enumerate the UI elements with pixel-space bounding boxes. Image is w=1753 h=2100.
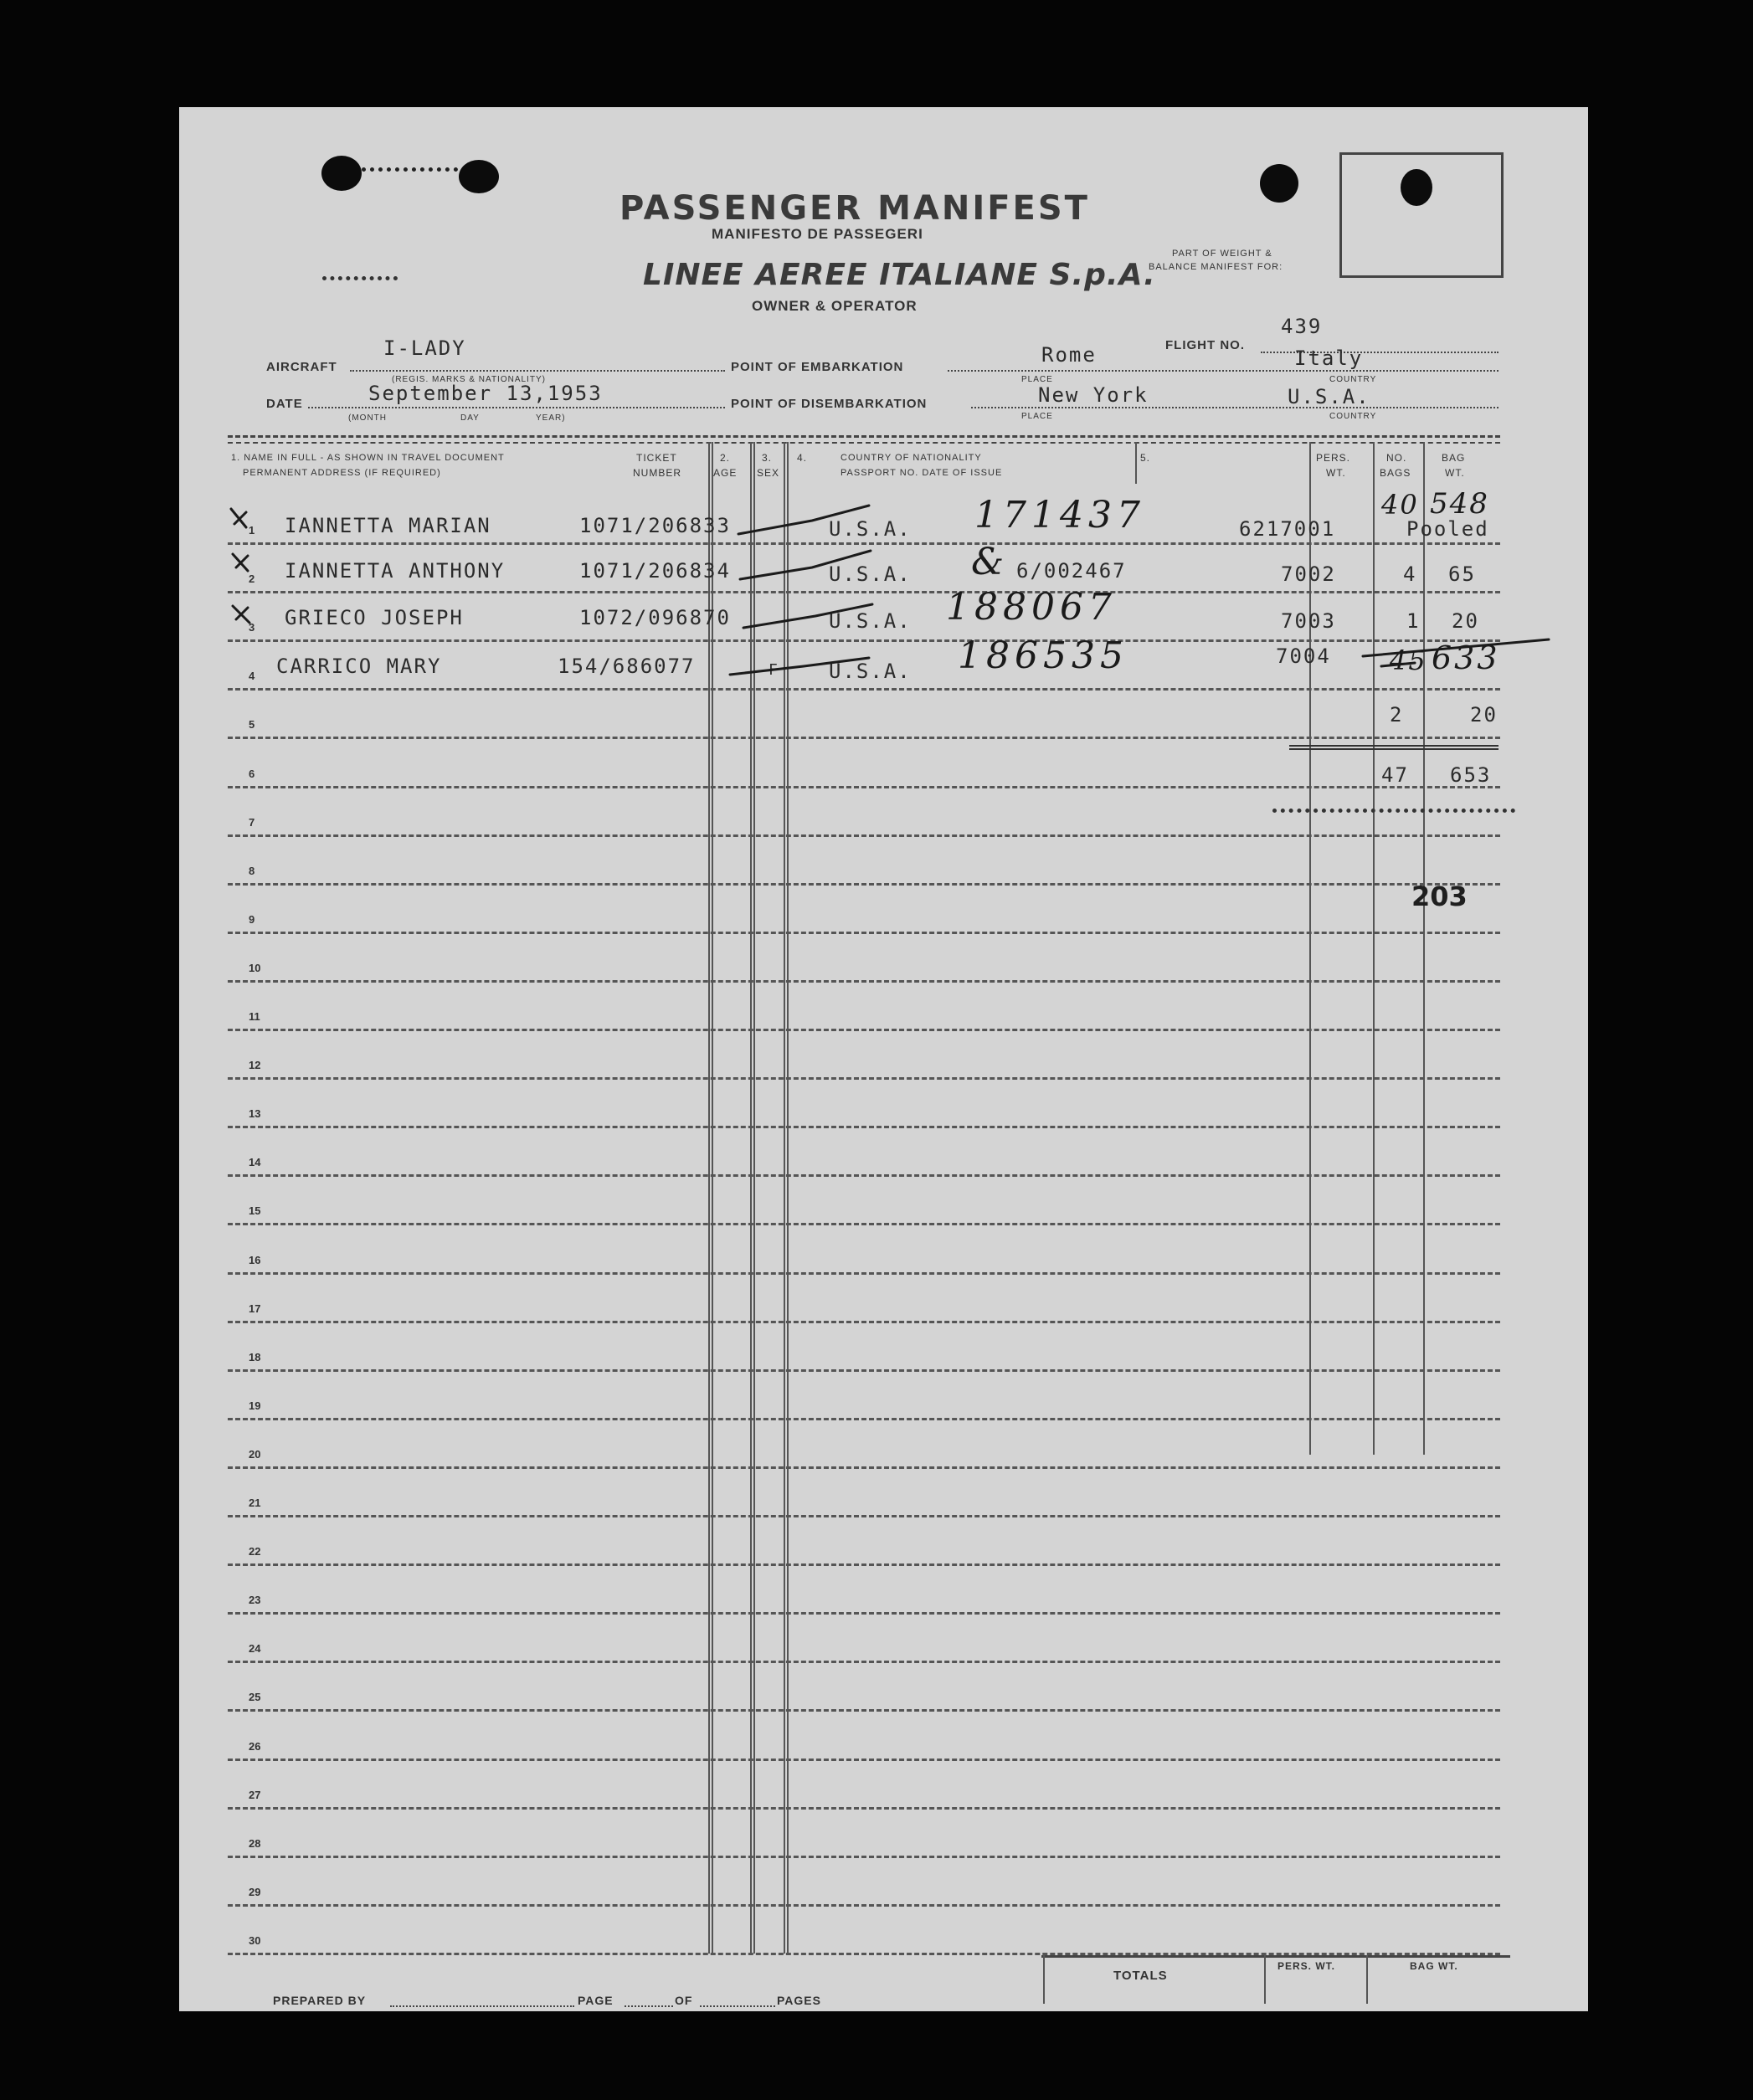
row-rule: [228, 1661, 1500, 1663]
check-mark: [231, 509, 246, 527]
page-label: PAGE: [578, 1994, 614, 2007]
row-number: 8: [249, 865, 255, 877]
col-sex-header-1: 3.: [762, 452, 773, 464]
row-rule: [228, 1515, 1500, 1517]
col-bags-header-1: NO.: [1386, 452, 1407, 464]
passenger-3-name: GRIECO JOSEPH: [285, 606, 464, 629]
passenger-2-nationality: U.S.A.: [829, 562, 912, 586]
col-name-header-2: PERMANENT ADDRESS (IF REQUIRED): [243, 468, 441, 478]
manifest-title: PASSENGER MANIFEST: [619, 189, 1090, 228]
passenger-1-ticket: 1071/206833: [579, 514, 731, 537]
date-value: September 13,1953: [368, 382, 603, 405]
owner-label: OWNER & OPERATOR: [752, 298, 918, 314]
disembark-place: New York: [1038, 383, 1149, 407]
passenger-1-bags: 40: [1381, 489, 1419, 521]
disembark-country-label: COUNTRY: [1329, 412, 1377, 421]
row-rule: [228, 932, 1500, 934]
row-number: 10: [249, 962, 261, 974]
row-rule: [228, 1856, 1500, 1858]
row-rule: [228, 1759, 1500, 1761]
row-rule: [228, 1709, 1500, 1712]
regis-note: (REGIS. MARKS & NATIONALITY): [392, 375, 546, 384]
passenger-1-passport: 171437: [974, 494, 1145, 537]
punch-mark: [362, 167, 458, 172]
extra-row-bags: 2: [1390, 703, 1404, 727]
row-number: 29: [249, 1886, 261, 1898]
row-number: 9: [249, 913, 255, 926]
passenger-3-bags: 1: [1406, 609, 1421, 633]
subtotal-rule: [1289, 745, 1499, 750]
row-number: 21: [249, 1497, 261, 1509]
row-number: 23: [249, 1594, 261, 1606]
row-rule: [228, 1807, 1500, 1810]
punch-mark: [322, 276, 398, 280]
extra-row-bag-wt: 20: [1470, 703, 1498, 727]
punch-hole: [459, 160, 499, 193]
row-rule: [228, 1174, 1500, 1177]
row-number: 17: [249, 1302, 261, 1315]
day-label: DAY: [460, 413, 480, 423]
check-mark: [233, 606, 249, 623]
prepared-by-label: PREPARED BY: [273, 1994, 367, 2007]
check-mark: [233, 554, 248, 571]
date-label: DATE: [266, 397, 303, 411]
page-line: [625, 2005, 673, 2007]
disembark-line: [971, 407, 1499, 408]
handwritten-marks: [226, 502, 1565, 695]
passenger-3-pers-wt: 7003: [1281, 609, 1336, 633]
row-number: 7: [249, 816, 255, 829]
pen-dash: [740, 551, 871, 579]
total-rule: [1272, 809, 1515, 813]
row-rule: [228, 980, 1500, 983]
passenger-2-pers-wt: 7002: [1281, 562, 1336, 586]
row-rule: [228, 1321, 1500, 1323]
row-rule: [228, 1904, 1500, 1907]
row-number: 15: [249, 1204, 261, 1217]
row-rule: [228, 786, 1500, 788]
of-line: [700, 2005, 775, 2007]
col-ticket-header-1: TICKET: [636, 452, 677, 464]
aircraft-value: I-LADY: [383, 336, 466, 360]
row-rule: [228, 1612, 1500, 1615]
row-number: 27: [249, 1789, 261, 1801]
passenger-2-passport: 6/002467: [1016, 559, 1127, 583]
row-number: 4: [249, 670, 255, 682]
col-nationality-num: 4.: [797, 452, 808, 464]
stamp-box: [1339, 152, 1504, 278]
totals-bag-wt-label: BAG WT.: [1410, 1960, 1458, 1972]
totals-divider: [1043, 1955, 1045, 2004]
embark-place-label: PLACE: [1021, 375, 1053, 384]
disembark-place-label: PLACE: [1021, 412, 1053, 421]
flight-number: 439: [1281, 315, 1323, 338]
col-pers-header-1: PERS.: [1316, 452, 1351, 464]
row-number: 11: [249, 1010, 260, 1023]
passenger-4-ticket: 154/686077: [558, 655, 696, 678]
of-label: OF: [675, 1994, 693, 2007]
totals-divider: [1264, 1955, 1266, 2004]
col-age-header-2: AGE: [713, 467, 738, 479]
row-rule: [228, 1563, 1500, 1566]
row-rule: [228, 834, 1500, 837]
disembark-label: POINT OF DISEMBARKATION: [731, 397, 928, 411]
manifest-subtitle: MANIFESTO DE PASSEGERI: [712, 226, 923, 242]
passenger-4-bag-wt: 633: [1432, 639, 1500, 676]
row-number: 13: [249, 1107, 261, 1120]
row-number: 24: [249, 1642, 261, 1655]
passenger-4-sex: F: [769, 661, 779, 679]
row-rule: [228, 1418, 1500, 1420]
row-number: 1: [249, 524, 255, 537]
embark-country-label: COUNTRY: [1329, 375, 1377, 384]
header-rule: [228, 435, 1500, 438]
aircraft-line: [350, 370, 725, 372]
disembark-country: U.S.A.: [1288, 385, 1370, 408]
col-nationality-header-1: COUNTRY OF NATIONALITY: [841, 453, 982, 463]
row-rule: [228, 1029, 1500, 1031]
month-label: (MONTH: [348, 413, 387, 423]
row-number: 2: [249, 572, 255, 585]
col-bagwt-header-2: WT.: [1445, 467, 1465, 479]
passenger-1-nationality: U.S.A.: [829, 517, 912, 541]
passenger-2-bags: 4: [1403, 562, 1417, 586]
row-rule: [228, 1077, 1500, 1080]
row-number: 18: [249, 1351, 261, 1363]
punch-hole: [1260, 164, 1298, 203]
passenger-1-pers-wt: 6217001: [1239, 517, 1336, 541]
passenger-1-bag-note: Pooled: [1406, 517, 1489, 541]
row-number: 22: [249, 1545, 261, 1558]
pen-dash: [738, 506, 869, 534]
totals-divider: [1366, 1955, 1368, 2004]
col-nationality-header-2: PASSPORT NO. DATE OF ISSUE: [841, 468, 1003, 478]
row-number: 5: [249, 718, 255, 731]
row-number: 12: [249, 1059, 261, 1071]
row-rule: [228, 1126, 1500, 1128]
passenger-2-name: IANNETTA ANTHONY: [285, 559, 506, 583]
row-number: 28: [249, 1837, 261, 1850]
pen-line: [1363, 639, 1549, 656]
pages-label: PAGES: [777, 1994, 821, 2007]
airline-name: LINEE AEREE ITALIANE S.p.A.: [643, 258, 1156, 292]
col-sex-header-2: SEX: [757, 467, 780, 479]
subtotal-bags: 47: [1381, 763, 1409, 787]
flight-no-label: FLIGHT NO.: [1165, 338, 1245, 352]
passenger-4-name: CARRICO MARY: [276, 655, 442, 678]
passenger-3-nationality: U.S.A.: [829, 609, 912, 633]
row-rule: [228, 883, 1500, 886]
wb-note-2: BALANCE MANIFEST FOR:: [1149, 262, 1283, 272]
pen-line: [1381, 663, 1415, 666]
row-number: 3: [249, 621, 255, 634]
row-number: 20: [249, 1448, 261, 1461]
totals-pers-wt-label: PERS. WT.: [1277, 1960, 1336, 1972]
passenger-3-ticket: 1072/096870: [579, 606, 731, 629]
embark-label: POINT OF EMBARKATION: [731, 360, 904, 374]
wb-note-1: PART OF WEIGHT &: [1172, 249, 1272, 259]
embark-country: Italy: [1294, 347, 1364, 370]
row-rule: [228, 1223, 1500, 1225]
embark-place: Rome: [1041, 343, 1097, 367]
passenger-4-pers-wt: 7004: [1276, 644, 1331, 668]
date-line: [308, 407, 725, 408]
col-5-header: 5.: [1140, 452, 1151, 464]
row-number: 6: [249, 768, 255, 780]
row-number: 30: [249, 1934, 261, 1947]
stamp-number: 203: [1411, 881, 1468, 912]
row-number: 25: [249, 1691, 261, 1703]
row-number: 14: [249, 1156, 261, 1168]
row-number: 26: [249, 1740, 261, 1753]
col-age-header-1: 2.: [720, 452, 731, 464]
passenger-4-bags: 45: [1390, 644, 1427, 676]
passenger-2-bag-wt: 65: [1448, 562, 1476, 586]
row-rule: [228, 1369, 1500, 1372]
row-number: 16: [249, 1254, 261, 1266]
punch-hole: [321, 156, 362, 191]
row-rule: [228, 1466, 1500, 1469]
passenger-1-bag-wt: 548: [1430, 487, 1489, 521]
year-label: YEAR): [536, 413, 566, 423]
row-number: 19: [249, 1399, 261, 1412]
totals-label: TOTALS: [1113, 1969, 1168, 1983]
pen-dash: [730, 658, 869, 675]
column-divider: [1135, 442, 1137, 484]
col-bagwt-header-1: BAG: [1442, 452, 1466, 464]
prepared-by-line: [390, 2005, 574, 2007]
col-pers-header-2: WT.: [1326, 467, 1346, 479]
subtotal-bag-wt: 653: [1450, 763, 1492, 787]
embark-line: [948, 370, 1499, 372]
passenger-3-bag-wt: 20: [1452, 609, 1479, 633]
passenger-1-name: IANNETTA MARIAN: [285, 514, 491, 537]
aircraft-label: AIRCRAFT: [266, 360, 337, 374]
passenger-4-passport: 186535: [958, 634, 1128, 677]
passenger-2-ticket: 1071/206834: [579, 559, 731, 583]
passenger-4-nationality: U.S.A.: [829, 660, 912, 683]
row-rule: [228, 737, 1500, 739]
col-bags-header-2: BAGS: [1380, 467, 1411, 479]
passenger-3-passport: 188067: [946, 586, 1117, 629]
col-name-header-1: 1. NAME IN FULL - AS SHOWN IN TRAVEL DOCUMENT: [231, 453, 505, 463]
pen-dash: [743, 604, 872, 628]
passenger-2-passport-mark: &: [971, 541, 1010, 583]
row-rule: [228, 1272, 1500, 1275]
col-ticket-header-2: NUMBER: [633, 467, 682, 479]
